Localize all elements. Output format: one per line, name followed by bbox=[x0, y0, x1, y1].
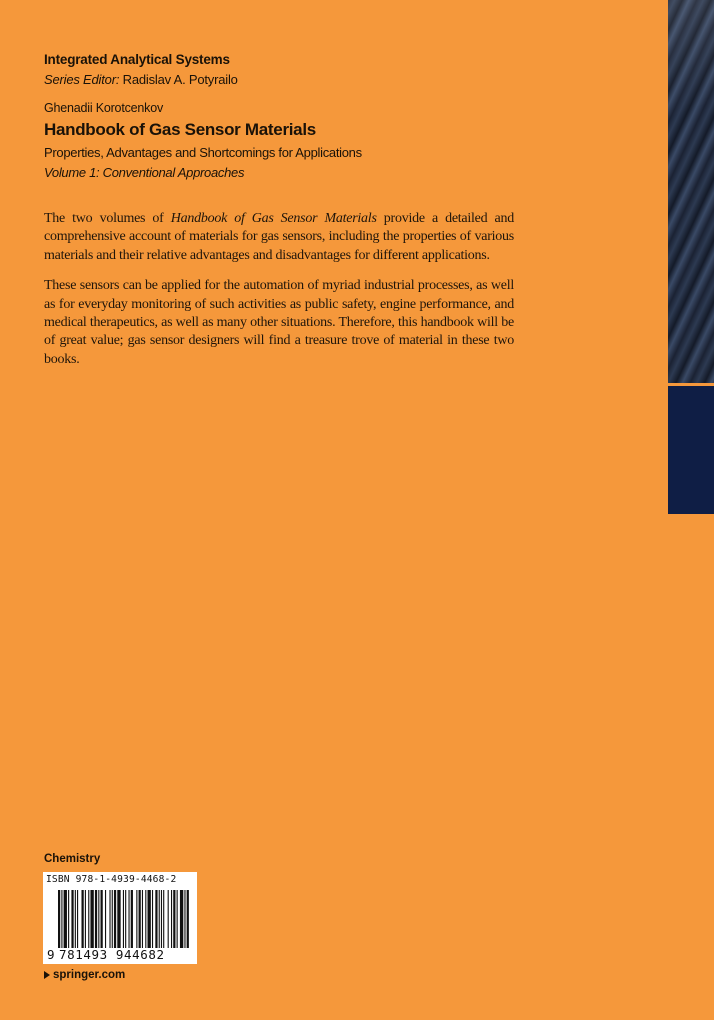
barcode-bar bbox=[147, 890, 150, 948]
description-paragraph-2: These sensors can be applied for the automation of myriad industrial processes, as well as for everyday monitoring of such activities as public safety, engine performance, and medical therapeutics, as well as many other situations. Therefore, this handbook will be of great value; gas sensor designers will find a treasure trove of material in these two books. bbox=[44, 278, 514, 367]
book-title: Handbook of Gas Sensor Materials bbox=[44, 120, 316, 139]
isbn-label: ISBN 978-1-4939-4468-2 bbox=[46, 874, 177, 885]
isbn-barcode bbox=[43, 872, 197, 964]
barcode-bar bbox=[155, 890, 157, 948]
barcode-bar bbox=[114, 890, 116, 948]
barcode-bar bbox=[187, 890, 189, 948]
series-editor-label: Series Editor: bbox=[44, 72, 120, 87]
barcode-first-digit: 9 bbox=[47, 947, 56, 962]
description-p1-title: Handbook of Gas Sensor Materials bbox=[170, 211, 377, 226]
barcode-bar bbox=[168, 890, 169, 948]
barcode-bar bbox=[177, 890, 178, 948]
description-p1-end: provide a detailed and comprehensive account of materials for gas sensors, including the properties of various materials and their relative advantages and disadvantages for different applications. bbox=[44, 211, 514, 263]
barcode-bar bbox=[90, 890, 93, 948]
barcode-bar bbox=[71, 890, 73, 948]
barcode-bar bbox=[112, 890, 113, 948]
barcode-bar bbox=[180, 890, 183, 948]
barcode-bar bbox=[125, 890, 126, 948]
barcode-bar bbox=[161, 890, 162, 948]
description bbox=[44, 210, 514, 381]
barcode-bar bbox=[85, 890, 86, 948]
barcode-bar bbox=[173, 890, 175, 948]
barcode-bar bbox=[64, 890, 67, 948]
barcode-bar bbox=[61, 890, 62, 948]
barcode-bar bbox=[145, 890, 146, 948]
barcode-bars bbox=[58, 890, 190, 948]
barcode-bar bbox=[159, 890, 160, 948]
description-p1-start: The two volumes of bbox=[44, 211, 171, 226]
barcode-bar bbox=[77, 890, 78, 948]
barcode-bar bbox=[109, 890, 110, 948]
author-name: Ghenadii Korotcenkov bbox=[44, 101, 163, 115]
barcode-bar bbox=[184, 890, 185, 948]
barcode-bar bbox=[68, 890, 69, 948]
series-title: Integrated Analytical Systems bbox=[44, 52, 230, 67]
barcode-bar bbox=[105, 890, 106, 948]
barcode-digits bbox=[47, 947, 193, 962]
triangle-right-icon bbox=[44, 971, 50, 979]
barcode-bar bbox=[75, 890, 76, 948]
publisher-link[interactable] bbox=[44, 969, 125, 981]
barcode-bar bbox=[101, 890, 103, 948]
book-subtitle: Properties, Advantages and Shortcomings for Applications bbox=[44, 145, 362, 160]
category-label: Chemistry bbox=[44, 853, 101, 865]
barcode-bar bbox=[123, 890, 124, 948]
barcode-bar bbox=[171, 890, 172, 948]
barcode-bar bbox=[98, 890, 99, 948]
series-editor bbox=[44, 72, 238, 87]
barcode-number: 781493 944682 bbox=[59, 947, 165, 962]
barcode-bar bbox=[88, 890, 89, 948]
barcode-bar bbox=[58, 890, 60, 948]
barcode-bar bbox=[95, 890, 97, 948]
series-editor-name: Radislav A. Potyrailo bbox=[119, 72, 238, 87]
barcode-bar bbox=[131, 890, 133, 948]
barcode-bar bbox=[139, 890, 141, 948]
barcode-bar bbox=[81, 890, 83, 948]
barcode-bar bbox=[152, 890, 153, 948]
publisher-url: springer.com bbox=[53, 969, 126, 981]
barcode-bar bbox=[128, 890, 129, 948]
description-paragraph-1 bbox=[44, 210, 514, 265]
barcode-bar bbox=[117, 890, 120, 948]
barcode-bar bbox=[163, 890, 164, 948]
cover-edge-band bbox=[668, 386, 714, 514]
volume-title: Volume 1: Conventional Approaches bbox=[44, 165, 245, 180]
barcode-bar bbox=[142, 890, 143, 948]
cover-edge-photo bbox=[668, 0, 714, 383]
barcode-bar bbox=[136, 890, 137, 948]
